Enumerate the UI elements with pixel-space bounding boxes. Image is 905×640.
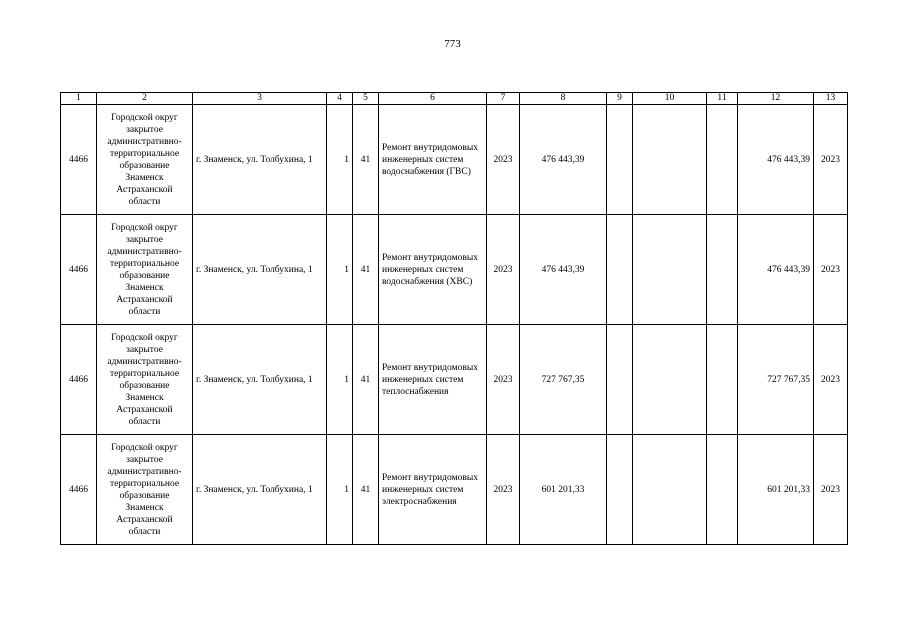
table-row [61, 215, 848, 325]
cell-col9 [607, 435, 633, 545]
cell-municipality: Городской округ закрытое административно-территориальное образование Знаменск Астраханской области [97, 215, 193, 325]
header-cell: 7 [487, 93, 520, 105]
cell-municipality: Городской округ закрытое административно-территориальное образование Знаменск Астраханской области [97, 325, 193, 435]
header-cell: 3 [193, 93, 327, 105]
cell-work-type: Ремонт внутридомовых инженерных систем теплоснабжения [379, 325, 487, 435]
cell-amount-total: 476 443,39 [738, 215, 814, 325]
cell-amount-total: 727 767,35 [738, 325, 814, 435]
cell-address: г. Знаменск, ул. Толбухина, 1 [193, 215, 327, 325]
cell-col11 [707, 435, 738, 545]
header-cell: 4 [327, 93, 353, 105]
cell-address: г. Знаменск, ул. Толбухина, 1 [193, 435, 327, 545]
cell-amount: 727 767,35 [520, 325, 607, 435]
cell-col5: 41 [353, 325, 379, 435]
cell-col5: 41 [353, 105, 379, 215]
cell-year-end: 2023 [814, 105, 848, 215]
header-cell: 12 [738, 93, 814, 105]
data-table [60, 92, 848, 545]
cell-id: 4466 [61, 105, 97, 215]
cell-id: 4466 [61, 435, 97, 545]
cell-amount-total: 476 443,39 [738, 105, 814, 215]
cell-col11 [707, 215, 738, 325]
cell-col9 [607, 325, 633, 435]
cell-address: г. Знаменск, ул. Толбухина, 1 [193, 325, 327, 435]
cell-year: 2023 [487, 105, 520, 215]
cell-year: 2023 [487, 435, 520, 545]
cell-id: 4466 [61, 215, 97, 325]
cell-amount: 476 443,39 [520, 105, 607, 215]
header-cell: 9 [607, 93, 633, 105]
header-cell: 6 [379, 93, 487, 105]
cell-year-end: 2023 [814, 325, 848, 435]
cell-year: 2023 [487, 325, 520, 435]
table-row [61, 435, 848, 545]
cell-col4: 1 [327, 215, 353, 325]
cell-municipality: Городской округ закрытое административно-территориальное образование Знаменск Астраханской области [97, 435, 193, 545]
header-row [61, 93, 848, 105]
cell-col9 [607, 215, 633, 325]
table-row [61, 325, 848, 435]
cell-address: г. Знаменск, ул. Толбухина, 1 [193, 105, 327, 215]
cell-year-end: 2023 [814, 435, 848, 545]
header-cell: 5 [353, 93, 379, 105]
cell-year: 2023 [487, 215, 520, 325]
cell-col11 [707, 105, 738, 215]
header-cell: 10 [633, 93, 707, 105]
header-cell: 11 [707, 93, 738, 105]
header-cell: 8 [520, 93, 607, 105]
cell-col4: 1 [327, 435, 353, 545]
header-cell: 13 [814, 93, 848, 105]
cell-amount: 476 443,39 [520, 215, 607, 325]
cell-col10 [633, 325, 707, 435]
page-number: 773 [444, 38, 461, 50]
cell-amount-total: 601 201,33 [738, 435, 814, 545]
cell-col5: 41 [353, 215, 379, 325]
cell-col4: 1 [327, 325, 353, 435]
cell-col4: 1 [327, 105, 353, 215]
cell-year-end: 2023 [814, 215, 848, 325]
cell-work-type: Ремонт внутридомовых инженерных систем электроснабжения [379, 435, 487, 545]
cell-municipality: Городской округ закрытое административно-территориальное образование Знаменск Астраханской области [97, 105, 193, 215]
header-cell: 2 [97, 93, 193, 105]
table-row [61, 105, 848, 215]
cell-col10 [633, 215, 707, 325]
cell-work-type: Ремонт внутридомовых инженерных систем водоснабжения (ГВС) [379, 105, 487, 215]
cell-col10 [633, 105, 707, 215]
cell-col5: 41 [353, 435, 379, 545]
cell-amount: 601 201,33 [520, 435, 607, 545]
cell-col9 [607, 105, 633, 215]
cell-work-type: Ремонт внутридомовых инженерных систем водоснабжения (ХВС) [379, 215, 487, 325]
cell-col10 [633, 435, 707, 545]
header-cell: 1 [61, 93, 97, 105]
cell-id: 4466 [61, 325, 97, 435]
cell-col11 [707, 325, 738, 435]
